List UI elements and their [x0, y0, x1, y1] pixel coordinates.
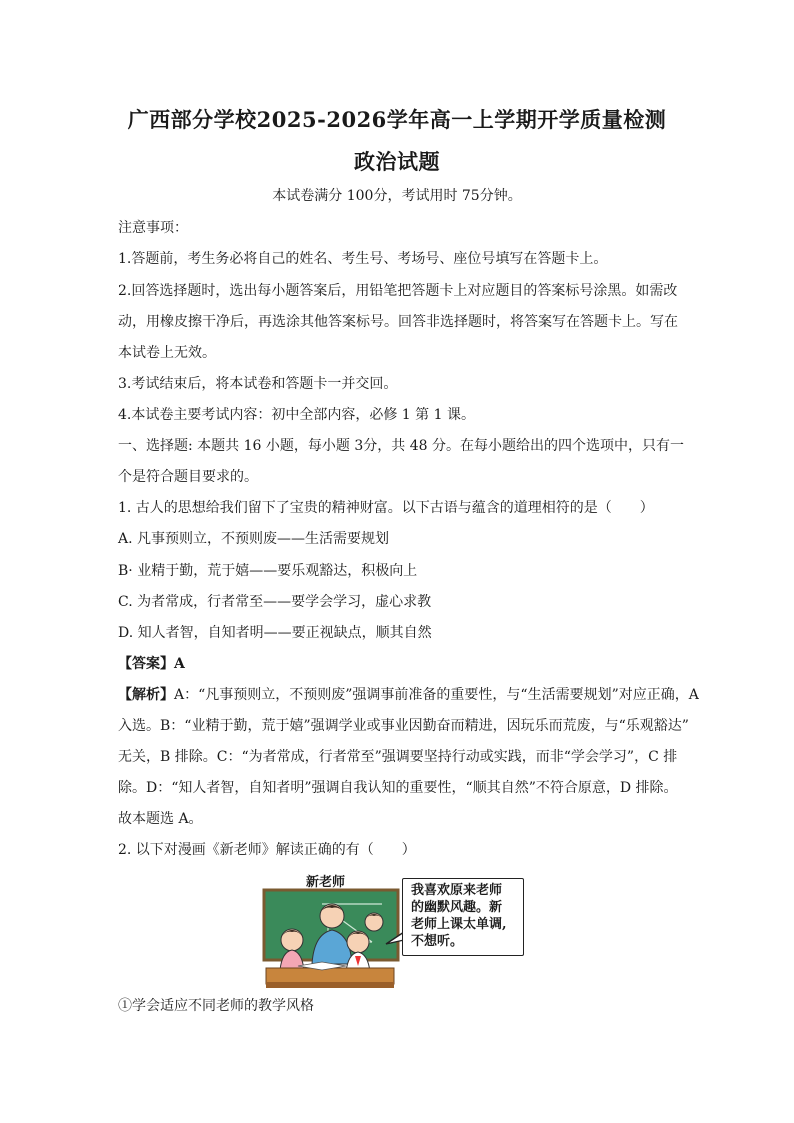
- question-1-option-b: B· 业精于勤，荒于嬉——要乐观豁达，积极向上: [118, 563, 418, 579]
- note-2-line1: 2.回答选择题时，选出每小题答案后，用铅笔把答题卡上对应题目的答案标号涂黑。如需改: [118, 283, 678, 299]
- question-1-option-c: C. 为者常成，行者常至——要学会学习，虚心求教: [118, 594, 432, 610]
- question-2-option-1: ①学会适应不同老师的教学风格: [118, 998, 314, 1014]
- note-2-line2: 动，用橡皮擦干净后，再选涂其他答案标号。回答非选择题时，将答案写在答题卡上。写在: [118, 314, 678, 330]
- speech-bubble: [402, 878, 524, 956]
- question-1-option-d: D. 知人者智，自知者明——要正视缺点，顺其自然: [118, 625, 432, 641]
- question-1-answer: 【答案】A: [118, 656, 185, 672]
- exam-title: 广西部分学校2025-2026学年高一上学期开学质量检测: [127, 107, 667, 132]
- bubble-line: 不想听。: [411, 934, 464, 949]
- question-1-analysis-line2: 入选。B：“业精于勤，荒于嬉”强调学业或事业因勤奋而精进，因玩乐而荒废，与“乐观豁达”: [118, 718, 689, 734]
- bubble-line: 的幽默风趣。新: [411, 900, 503, 915]
- section-heading-line2: 个是符合题目要求的。: [118, 469, 258, 485]
- exam-subject: 政治试题: [354, 149, 440, 174]
- question-1-option-a: A. 凡事预则立，不预则废——生活需要规划: [118, 531, 390, 547]
- section-heading-line1: 一、选择题: 本题共 16 小题，每小题 3分，共 48 分。在每小题给出的四个选项中，只有一: [118, 438, 684, 454]
- comic-new-teacher: [262, 870, 532, 992]
- analysis-text: A：“凡事预则立，不预则废”强调事前准备的重要性，与“生活需要规划”对应正确，A: [174, 687, 699, 703]
- comic-title: 新老师: [306, 875, 346, 890]
- question-1-analysis-line5: 故本题选 A。: [118, 811, 203, 827]
- exam-info: 本试卷满分 100分，考试用时 75分钟。: [272, 188, 522, 204]
- question-2-stem: 2. 以下对漫画《新老师》解读正确的有（ ）: [118, 842, 416, 858]
- note-2-line3: 本试卷上无效。: [118, 345, 216, 361]
- bubble-line: 我喜欢原来老师: [411, 883, 503, 898]
- question-1-analysis-line3: 无关，B 排除。C：“为者常成，行者常至”强调要坚持行动或实践，而非“学会学习”，C 排: [118, 749, 678, 765]
- note-1: 1.答题前，考生务必将自己的姓名、考生号、考场号、座位号填写在答题卡上。: [118, 251, 608, 267]
- question-1-analysis-line1: [118, 686, 699, 704]
- note-3: 3.考试结束后，将本试卷和答题卡一并交回。: [118, 376, 398, 392]
- note-4: 4.本试卷主要考试内容：初中全部内容，必修 1 第 1 课。: [118, 407, 475, 423]
- question-1-stem: 1. 古人的思想给我们留下了宝贵的精神财富。以下古语与蕴含的道理相符的是（ ）: [118, 500, 654, 516]
- analysis-label: 【解析】: [118, 687, 174, 703]
- notes-heading: 注意事项：: [118, 220, 188, 236]
- bubble-line: 老师上课太单调,: [411, 917, 507, 932]
- question-1-analysis-line4: 除。D：“知人者智，自知者明”强调自我认知的重要性，“顺其自然”不符合原意，D 排除。: [118, 780, 678, 796]
